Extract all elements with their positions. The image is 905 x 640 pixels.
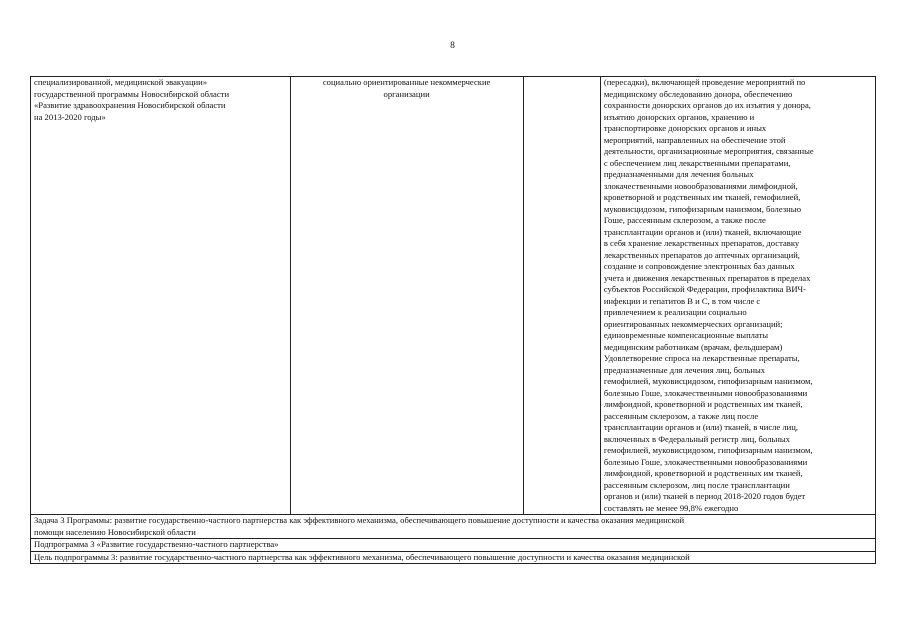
text-line: помощи населению Новосибирской области	[34, 526, 196, 537]
text-line: предназначенными для лечения больных	[603, 169, 754, 179]
task-row	[31, 515, 876, 539]
program-name-cell	[31, 77, 291, 515]
text-line: инфекции и гепатитов В и С, в том числе с	[603, 295, 761, 306]
text-line: рассеянным склерозом, а также лиц после	[603, 410, 759, 421]
participants-text	[294, 77, 520, 100]
text-line: гемофилией, муковисцидозом, гипофизарным нанизмом,	[603, 376, 813, 386]
text-line: с обеспечением лиц лекарственными препаратами,	[603, 157, 791, 168]
text-line: единовременные компенсационные выплаты	[603, 330, 769, 340]
subprogram-cell: Подпрограмма 3 «Развитие государственно-частного партнерства»	[31, 539, 876, 552]
text-line: органов и (или) тканей в период 2018-2020 годов будет	[603, 491, 806, 501]
text-line: медицинскому обследованию донора, обеспечению	[603, 88, 793, 99]
goal-cell	[31, 551, 876, 564]
measures-cell	[600, 77, 875, 515]
text-line: государственной программы Новосибирской области	[34, 88, 230, 99]
text-line: Задача 3 Программы: развитие государственно-частного партнерства как эффективного механизма, обеспечивающего повышение доступности и качества оказания медицинской	[34, 515, 685, 525]
text-line: злокачественными новообразованиями лимфоидной,	[603, 180, 798, 191]
text-line: (пересадки), включающей проведение мероприятий по	[603, 77, 806, 87]
text-line: гемофилией, муковисцидозом, гипофизарным нанизмом,	[603, 445, 813, 455]
task-text	[34, 515, 872, 538]
table-row	[31, 77, 876, 515]
empty-cell	[523, 77, 600, 515]
text-line: предназначенные для лечения лиц, больных	[603, 364, 766, 375]
text-line: транспортировке донорских органов и иных	[603, 123, 767, 133]
task-cell	[31, 515, 876, 539]
text-line: ориентированных некоммерческих организаций;	[603, 318, 783, 329]
text-line: лимфоидной, кроветворной и родственных им тканей,	[603, 399, 803, 409]
text-line: создание и сопровождение электронных баз данных	[603, 261, 795, 271]
text-line: субъектов Российской Федерации, профилактика ВИЧ-	[603, 284, 806, 294]
program-table	[30, 76, 876, 564]
text-line: Удовлетворение спроса на лекарственные препараты,	[603, 353, 800, 363]
text-line: учета и движения лекарственных препаратов в пределах	[603, 272, 811, 283]
goal-row	[31, 551, 876, 564]
measures-text	[604, 77, 872, 514]
text-line: сохранности донорских органов до их изъятия у донора,	[603, 100, 811, 110]
text-line: привлечением к реализации социально	[603, 307, 747, 317]
text-line: рассеянным склерозом, лиц после трансплантации	[603, 479, 790, 490]
text-line: социально ориентированные некоммерческие	[322, 77, 491, 87]
text-line: муковисцидозом, гипофизарным нанизмом, болезнью	[603, 203, 802, 214]
text-line: мероприятий, направленных на обеспечение этой	[603, 134, 786, 145]
text-line: болезнью Гоше, злокачественными новообразованиями	[603, 456, 808, 467]
page-number: 8	[450, 41, 455, 51]
subprogram-row	[31, 539, 876, 552]
text-line: лекарственных препаратов до аптечных организаций,	[603, 249, 800, 260]
text-line: трансплантации органов и (или) тканей, включающие	[603, 226, 802, 237]
text-line: включенных в Федеральный регистр лиц, больных	[603, 433, 790, 444]
program-name-text	[34, 77, 287, 123]
text-line: лимфоидной, кроветворной и родственных им тканей,	[603, 468, 803, 478]
text-line: изъятию донорских органов, хранению и	[603, 111, 755, 122]
text-line: специализированной, медицинской эвакуации»	[34, 77, 208, 87]
text-line: болезнью Гоше, злокачественными новообразованиями	[603, 387, 808, 398]
text-line: медицинским работникам (врачам, фельдшерам)	[603, 341, 783, 352]
text-line: в себя хранение лекарственных препаратов, доставку	[603, 238, 800, 248]
text-line: трансплантации органов и (или) тканей, в числе лиц,	[603, 422, 799, 432]
text-line: на 2013-2020 годы»	[34, 111, 106, 122]
text-line: кроветворной и родственных им тканей, гемофилией,	[603, 192, 801, 202]
text-line: организации	[383, 88, 430, 99]
text-line: деятельности, организационные мероприятия, связанные	[603, 146, 814, 156]
text-line: Гоше, рассеянным склерозом, а также после	[603, 215, 766, 225]
participants-cell	[290, 77, 523, 515]
text-line: «Развитие здравоохранения Новосибирской области	[34, 100, 226, 110]
text-line: составлять не менее 99,8% ежегодно	[603, 502, 739, 513]
goal-text: Цель подпрограммы 3: развитие государственно-частного партнерства как эффективного механизма, обеспечивающего повышение доступности и качества оказания медицинской	[34, 551, 690, 562]
